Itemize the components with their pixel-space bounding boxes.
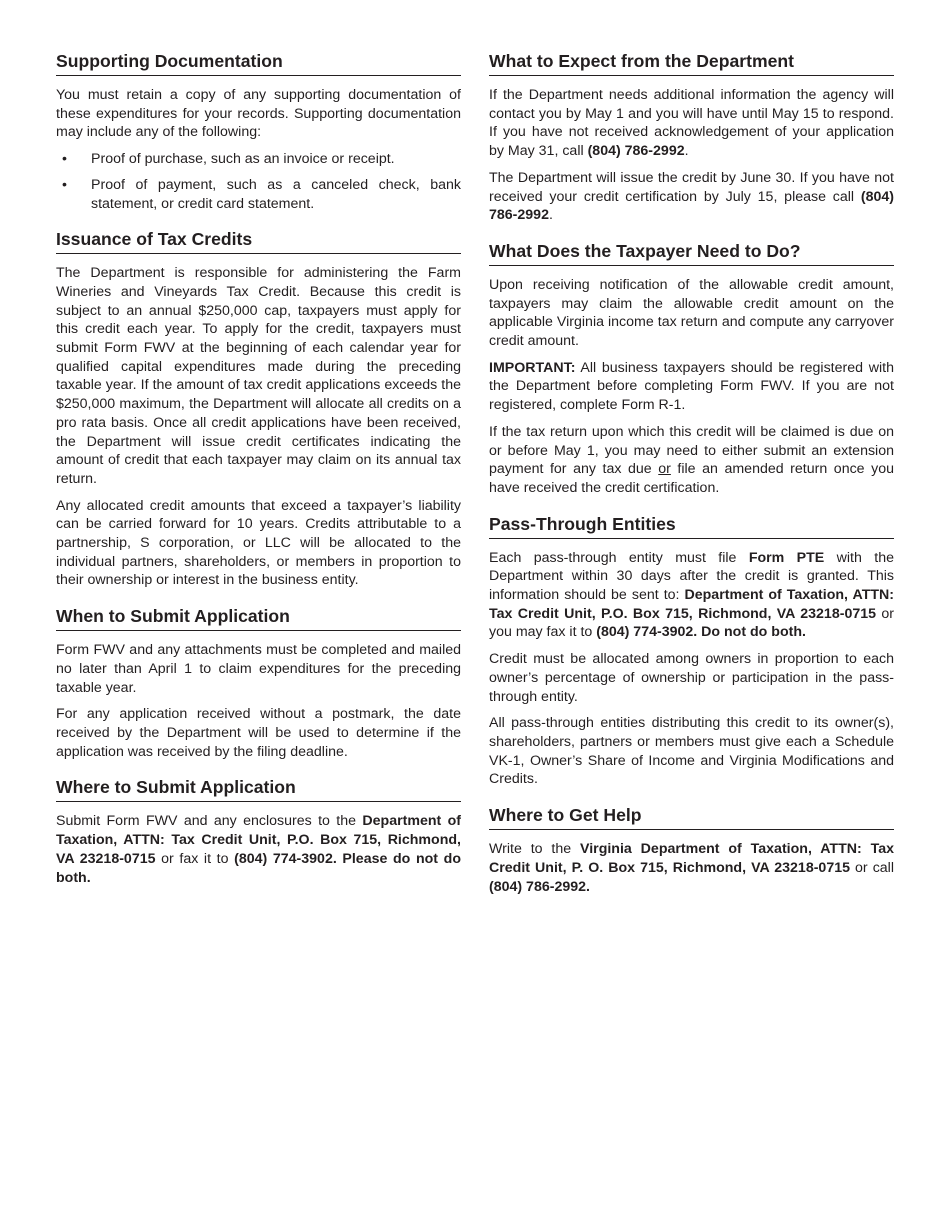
expect-paragraph-2 — [489, 169, 894, 225]
where-paragraph — [56, 812, 461, 887]
taxpayer-paragraph-3 — [489, 423, 894, 498]
when-paragraph-2: For any application received without a postmark, the date received by the Department will be used to determine if the application was received by the filing deadline. — [56, 706, 461, 760]
help-paragraph — [489, 840, 894, 896]
text-run: or fax it to — [155, 850, 235, 867]
section-when-to-submit — [56, 605, 461, 761]
pte-paragraph-3: All pass-through entities distributing this credit to its owner(s), shareholders, partners or members must give each a Schedule VK-1, Owner’s Share of Income and Virginia Modifications and Credits. — [489, 715, 894, 788]
phone-number-text: (804) 786-2992 — [489, 188, 894, 224]
heading-issuance-of-tax-credits: Issuance of Tax Credits — [56, 228, 461, 254]
section-pass-through-entities — [489, 513, 894, 789]
underlined-or: or — [658, 461, 671, 478]
heading-where-to-get-help: Where to Get Help — [489, 804, 894, 830]
text-run: or call — [850, 859, 894, 876]
text-run: Each pass-through entity must file — [489, 549, 749, 566]
list-item: • Proof of payment, such as a canceled check, bank statement, or credit card statement. — [56, 176, 461, 213]
address-text: Department of Taxation, ATTN: Tax Credit Unit, P.O. Box 715, Richmond, VA 23218-0715 — [489, 587, 894, 622]
heading-supporting-documentation: Supporting Documentation — [56, 50, 461, 76]
phone-number-text: (804) 786-2992 — [587, 143, 685, 160]
text-run: If the Department needs additional information the agency will contact you by May 1 and you will have until May 15 to respond. If you have not received acknowledgement of your application by May 31, call — [489, 87, 894, 160]
when-paragraph-1: Form FWV and any attachments must be completed and mailed no later than April 1 to claim expenditures for the preceding taxable year. — [56, 642, 461, 696]
phone-number-text: (804) 786-2992. — [489, 878, 590, 895]
address-text: Department of Taxation, ATTN: Tax Credit Unit, P.O. Box 715, Richmond, VA 23218-0715 — [56, 813, 461, 867]
section-issuance-of-tax-credits — [56, 228, 461, 590]
text-run: Submit Form FWV and any enclosures to the — [56, 813, 363, 830]
text-run: . — [548, 207, 553, 224]
text-run: If the tax return upon which this credit will be claimed is due on or before May 1, you may need to either submit an extension payment for any tax due — [489, 423, 894, 478]
text-run: file an amended return once you have received the credit certification. — [489, 461, 895, 496]
document-page — [56, 50, 894, 911]
important-label: IMPORTANT: — [489, 359, 576, 376]
fax-number-text: (804) 774-3902. Please do not do both. — [56, 850, 461, 886]
heading-where-to-submit: Where to Submit Application — [56, 776, 461, 802]
pte-paragraph-2: Credit must be allocated among owners in proportion to each owner’s percentage of ownership or participation in the pass-through entity. — [489, 651, 894, 705]
heading-when-to-submit: When to Submit Application — [56, 605, 461, 631]
section-supporting-documentation — [56, 50, 461, 213]
text-run: Write to the — [489, 841, 581, 858]
supporting-list — [56, 150, 461, 213]
taxpayer-paragraph-1: Upon receiving notification of the allowable credit amount, taxpayers may claim the allowable credit amount on the applicable Virginia income tax return and compute any carryover credit amount. — [489, 276, 894, 350]
text-run: All business taxpayers should be registered with the Department before completing Form FWV. If you are not registered, complete Form R-1. — [489, 359, 894, 414]
list-item: • Proof of purchase, such as an invoice or receipt. — [56, 150, 461, 169]
text-run: with the Department within 30 days after the credit is granted. This information should be sent to: — [489, 549, 894, 604]
heading-what-to-expect: What to Expect from the Department — [489, 50, 894, 76]
section-what-to-expect — [489, 50, 894, 225]
form-pte-text: Form PTE — [748, 549, 825, 566]
pte-paragraph-1 — [489, 549, 894, 643]
text-run: or you may fax it to — [489, 605, 895, 641]
left-column — [56, 50, 461, 911]
section-where-to-get-help — [489, 804, 894, 896]
issuance-paragraph-2: Any allocated credit amounts that exceed a taxpayer’s liability can be carried forward for 10 years. Credits attributable to a partnership, S corporation, or LLC will be allocated to the individual partners, shareholders, or members in proportion to their ownership or interest in the business entity. — [56, 497, 461, 589]
address-text: Virginia Department of Taxation, ATTN: Tax Credit Unit, P. O. Box 715, Richmond, VA 23218-0715 — [489, 841, 894, 876]
section-where-to-submit — [56, 776, 461, 887]
section-taxpayer-needs — [489, 240, 894, 498]
fax-number-text: (804) 774-3902. Do not do both. — [596, 624, 806, 641]
right-column — [489, 50, 894, 911]
text-run: The Department will issue the credit by June 30. If you have not received your credit certification by July 15, please call — [489, 169, 894, 205]
issuance-paragraph-1: The Department is responsible for administering the Farm Wineries and Vineyards Tax Credit. Because this credit is subject to an annual $250,000 cap, taxpayers must apply for this credit each year. To apply for the credit, taxpayers must submit Form FWV at the beginning of each calendar year for qualified capital expenditures made during the preceding taxable year. If the amount of tax credit applications exceeds the $250,000 maximum, the Department will allocate all credits on a pro rata basis. Once all credit applications have been received, the Department will issue credit certificates indicating the amount of credit that each taxpayer may claim on its annual tax return. — [56, 265, 461, 487]
supporting-paragraph: You must retain a copy of any supporting documentation of these expenditures for your records. Supporting documentation may include any of the following: — [56, 87, 461, 141]
expect-paragraph-1 — [489, 86, 894, 161]
heading-taxpayer-needs: What Does the Taxpayer Need to Do? — [489, 240, 894, 266]
text-run: . — [684, 143, 689, 160]
heading-pass-through-entities: Pass-Through Entities — [489, 513, 894, 539]
taxpayer-paragraph-2 — [489, 359, 894, 415]
